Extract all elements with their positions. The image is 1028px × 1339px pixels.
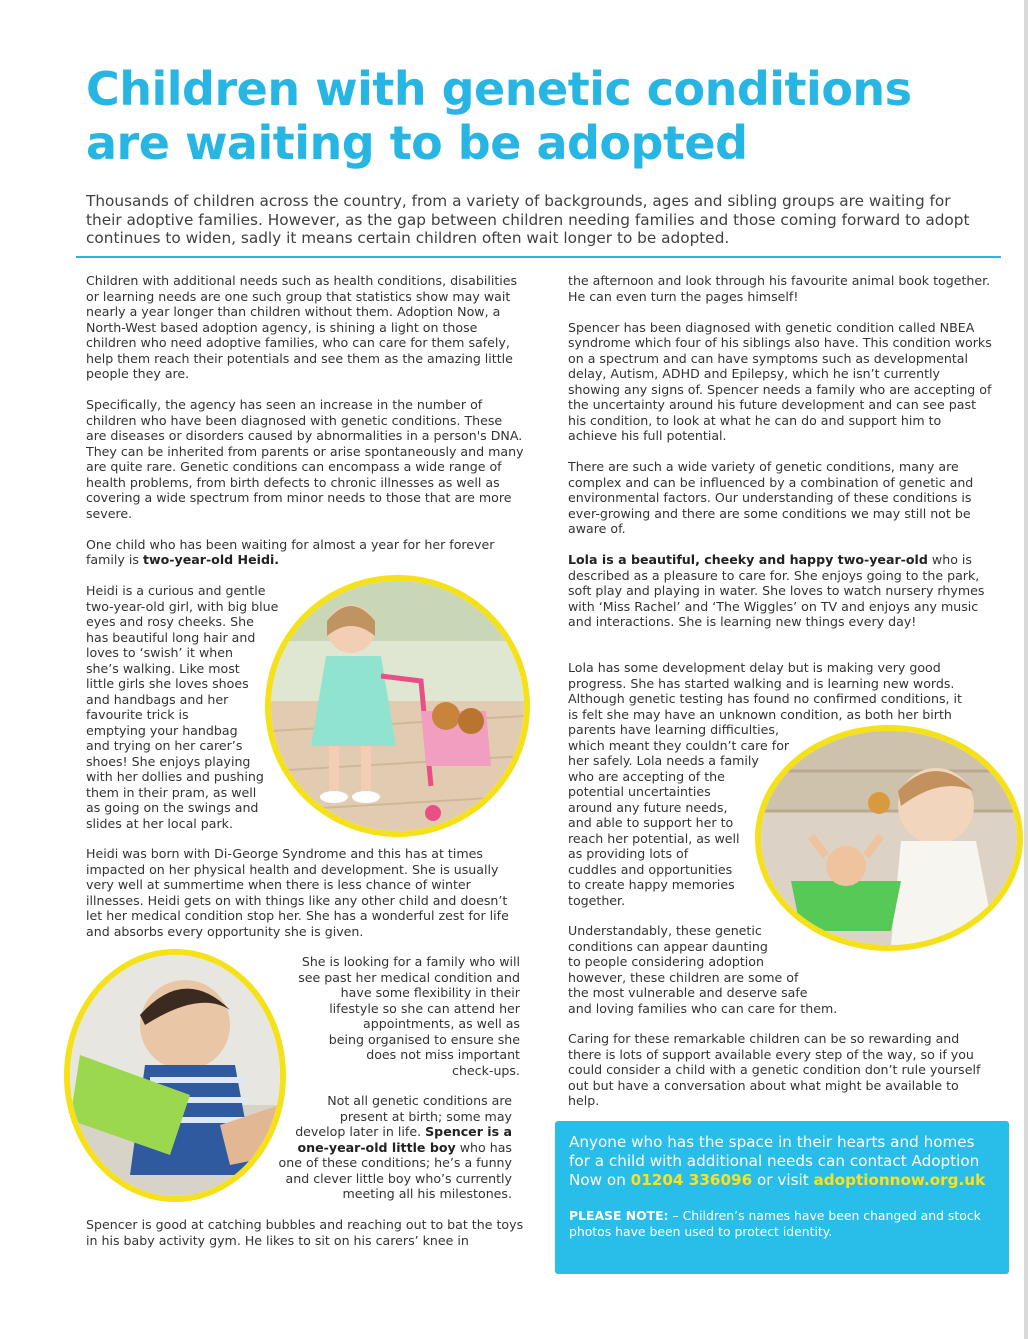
- text-line: check-ups.: [452, 1062, 520, 1078]
- phone-number[interactable]: 01204 336096: [630, 1171, 753, 1189]
- left-column-cont: [86, 846, 526, 955]
- contact-panel: [555, 1121, 1009, 1274]
- text-line: being organised to ensure she: [328, 1031, 520, 1047]
- text-line: cuddles and opportunities: [568, 861, 733, 877]
- lola-photo: [755, 725, 1023, 951]
- text-line: who are accepting of the: [568, 768, 725, 784]
- text-line: Although genetic testing has found no confirmed conditions, it: [568, 691, 962, 706]
- text-line: conditions can appear daunting: [568, 938, 768, 954]
- spencer-illustration: [70, 955, 280, 1196]
- paragraph: Children with additional needs such as health conditions, disabilities or learning needs are one such group that statistics show may wait nearly a year longer than children without them. Adoption Now, a North-West based adoption agency, is shining a light on those children who need adoptive families, who can care for them safely, help them reach their potentials and see them as the amazing little people they are.: [86, 273, 518, 381]
- article-title: Children with genetic conditions are waiting to be adopted: [86, 62, 912, 170]
- left-column: [86, 273, 526, 583]
- article-intro: Thousands of children across the country, from a variety of backgrounds, ages and sibling groups are waiting for their adoptive families. However, as the gap between children needing families and those coming forward to adopt continues to widen, sadly it means certain children often wait longer to be adopted.: [86, 192, 970, 247]
- text-line: lifestyle so she can attend her: [329, 1000, 520, 1016]
- text-line: appointments, as well as: [363, 1016, 520, 1031]
- daunting-text: [568, 923, 868, 1016]
- text-line: and handbags and her: [86, 691, 229, 707]
- text-line: has beautiful long hair and: [86, 629, 256, 645]
- text-line: and able to support her to: [568, 815, 734, 830]
- website-link[interactable]: adoptionnow.org.uk: [813, 1171, 986, 1189]
- text-line: her safely. Lola needs a family: [568, 753, 759, 768]
- paragraph: Spencer has been diagnosed with genetic condition called NBEA syndrome which four of his siblings also have. This condition works on a spectrum and can have symptoms such as developmental delay, Autism, ADHD and Epilepsy, which he isn’t currently showing any signs of. Spencer needs a family who are accepting of the uncertainty around his future development and can see past his condition, to look at what he can do and support him to achieve his full potential.: [568, 319, 992, 443]
- text-line: does not miss important: [366, 1047, 520, 1062]
- please-note: PLEASE NOTE: – Children’s names have been changed and stock photos have been used to protect identity.: [569, 1208, 981, 1239]
- text-line: have some flexibility in their: [340, 985, 520, 1000]
- text-line: them in their pram, as well: [86, 784, 257, 800]
- text-line: Heidi is a curious and gentle: [86, 583, 266, 598]
- paragraph: Specifically, the agency has seen an increase in the number of children who have been diagnosed with genetic conditions. These are diseases or disorders caused by abnormalities in a person's DNA. They can be inherited from parents or arise spontaneously and many are quite rare. Genetic conditions can encompass a wide range of health problems, from birth defects to chronic illnesses as well as covering a wide spectrum from minor needs to those that are more severe.: [86, 397, 524, 521]
- left-column-end: [86, 1217, 526, 1264]
- text-line: to create happy memories: [568, 877, 735, 892]
- text-line: reach her potential, as well: [568, 830, 740, 846]
- child-name-spencer: Spencer is a: [425, 1124, 512, 1139]
- text-line: two-year-old girl, with big blue: [86, 598, 279, 614]
- text-line: and loving families who can care for them.: [568, 1000, 838, 1016]
- text-line: little girls she loves shoes: [86, 676, 249, 691]
- text-line: potential uncertainties: [568, 784, 711, 799]
- text-line: She is looking for a family who will: [301, 954, 520, 969]
- paragraph: There are such a wide variety of genetic conditions, many are complex and can be influenced by a combination of genetic and environmental factors. Our understanding of these conditions is ever-growing and there are some conditions we may still not be aware of.: [568, 459, 974, 536]
- text-line: parents have learning difficulties,: [568, 722, 779, 737]
- child-name-lola: Lola is a beautiful, cheeky and happy two-year-old: [568, 552, 928, 567]
- text-line: slides at her local park.: [86, 815, 233, 831]
- text-line: progress. She has started walking and is learning new words.: [568, 675, 955, 691]
- text-line: as going on the swings and: [86, 800, 259, 815]
- paragraph: Heidi was born with Di-George Syndrome and this has at times impacted on her physical health and development. She is usually very well at summertime when there is less chance of winter illnesses. Heidi gets on with things like any other child and doesn’t let her medical condition stop her. She has a wonderful zest for life and absorbs every opportunity she is given.: [86, 846, 509, 939]
- paragraph: Caring for these remarkable children can be so rewarding and there is lots of support available every step of the way, so if you could consider a child with a genetic condition don’t rule yourself out but have a conversation about what might be available to help.: [568, 1031, 981, 1108]
- text-line: Lola has some development delay but is making very good: [568, 660, 941, 675]
- genetic-text: Not all genetic conditions are present at birth; some may develop later in life. Spencer is a one-year-old little boy who has one of these conditions; he’s a funny and clever little boy who’s currently meeting all his milestones.: [278, 1093, 512, 1201]
- text-line: however, these children are some of: [568, 969, 799, 985]
- right-column-end: [568, 1031, 993, 1124]
- text-line: which meant they couldn’t care for: [568, 737, 790, 753]
- text-line: loves to ‘swish’ it when: [86, 645, 233, 660]
- text-line: she’s walking. Like most: [86, 660, 240, 676]
- text-line: to people considering adoption: [568, 954, 764, 969]
- paragraph: the afternoon and look through his favourite animal book together. He can even turn the pages himself!: [568, 273, 991, 304]
- right-column: [568, 273, 993, 645]
- text-line: with her dollies and pushing: [86, 769, 264, 784]
- spencer-photo: [64, 949, 286, 1202]
- lola-illustration: [761, 731, 1017, 945]
- text-line: is felt she may have an unknown condition, as both her birth: [568, 706, 952, 722]
- child-name-heidi: two-year-old Heidi.: [142, 552, 280, 567]
- text-line: around any future needs,: [568, 799, 728, 815]
- text-line: as providing lots of: [568, 846, 689, 861]
- paragraph: Spencer is good at catching bubbles and reaching out to bat the toys in his baby activity gym. He likes to sit on his carers’ knee in: [86, 1217, 524, 1248]
- text-line: emptying your handbag: [86, 722, 238, 738]
- text-line: and trying on her carer’s: [86, 738, 243, 753]
- heidi-photo: [265, 575, 530, 837]
- paragraph: Lola is a beautiful, cheeky and happy two-year-old who is described as a pleasure to care for. She enjoys going to the park, soft play and playing in water. She loves to watch nursery rhymes with ‘Miss Rachel’ and ‘The Wiggles’ on TV and enjoys any music and interactions. She is learning new things every day!: [568, 552, 985, 629]
- heidi-illustration: [271, 581, 524, 831]
- text-line: favourite trick is: [86, 707, 189, 722]
- divider: [76, 256, 1001, 258]
- text-line: eyes and rosy cheeks. She: [86, 614, 254, 629]
- text-line: Understandably, these genetic: [568, 923, 762, 938]
- contact-text: Anyone who has the space in their hearts and homes for a child with additional needs can contact Adoption Now on 01204 336096 or visit adoptionnow.org.uk: [569, 1133, 986, 1189]
- text-line: see past her medical condition and: [298, 969, 520, 985]
- paragraph: One child who has been waiting for almost a year for her forever family is two-year-old Heidi.: [86, 536, 495, 567]
- text-line: together.: [568, 892, 626, 908]
- page-edge: [1024, 0, 1028, 1339]
- text-line: the most vulnerable and deserve safe: [568, 985, 808, 1000]
- text-line: shoes! She enjoys playing: [86, 753, 251, 769]
